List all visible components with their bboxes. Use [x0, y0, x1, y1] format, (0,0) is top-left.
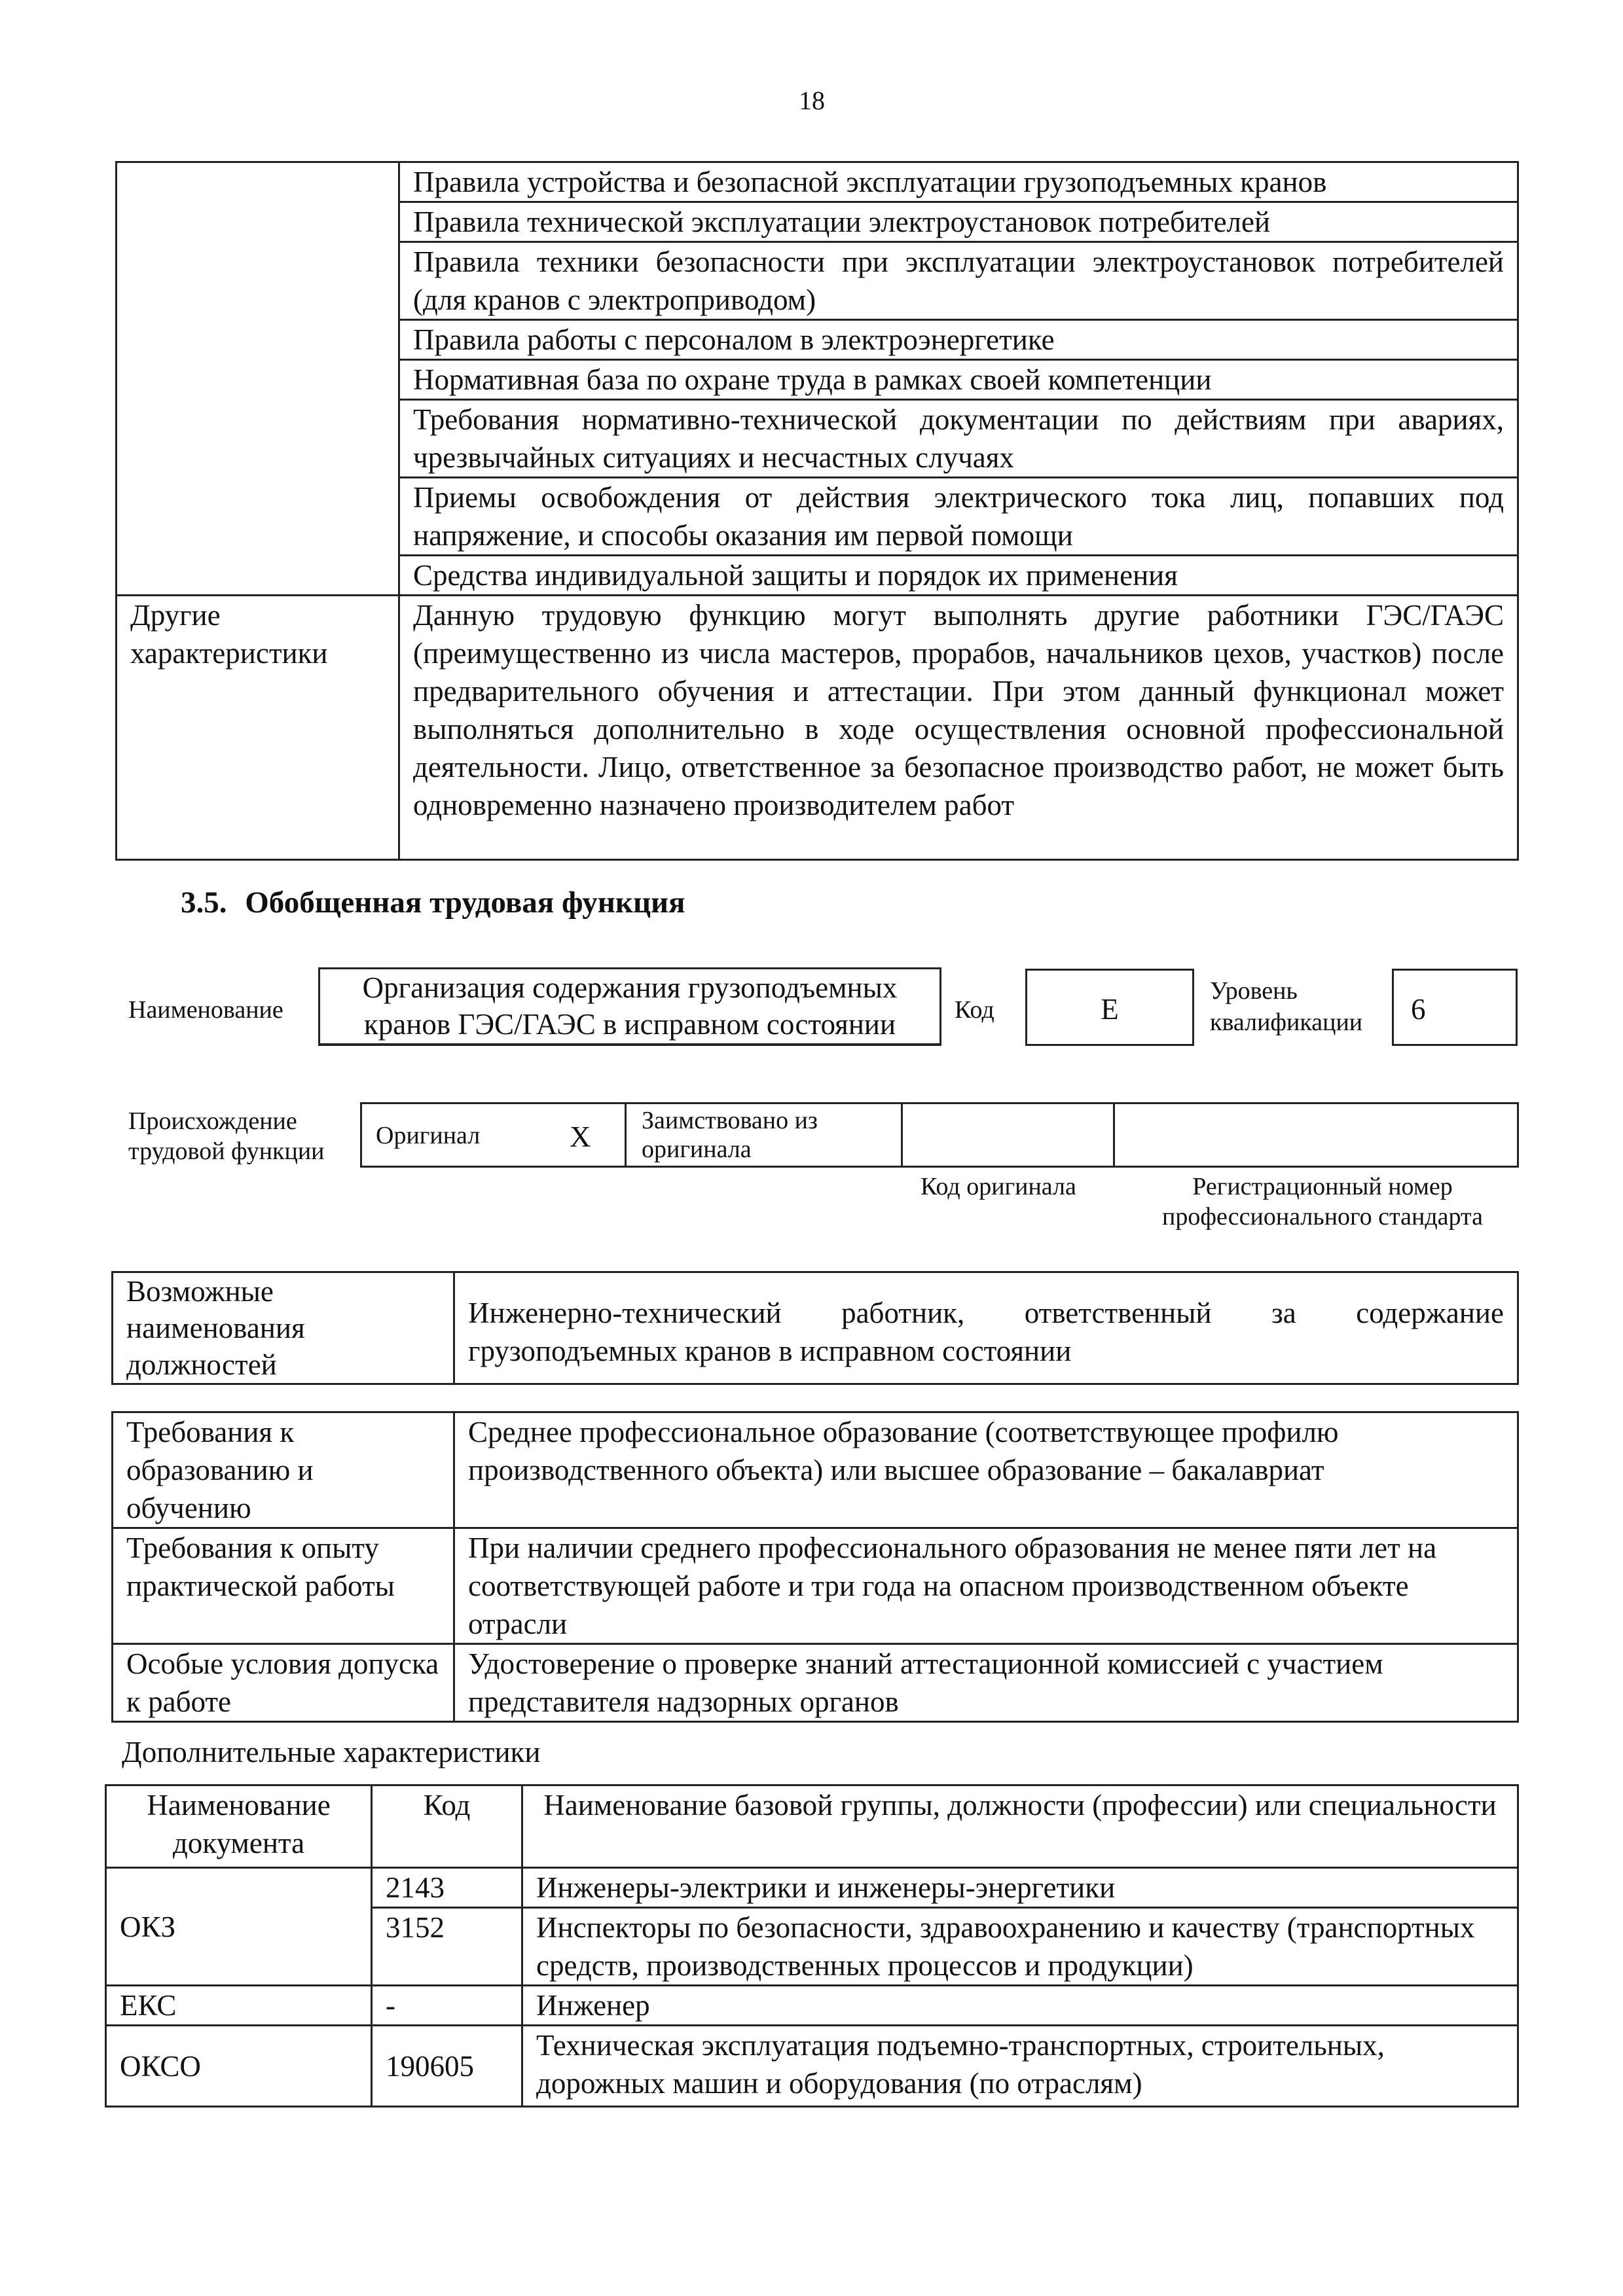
function-code-box: E [1025, 969, 1194, 1046]
header-code: Код [372, 1785, 522, 1868]
knowledge-item: Правила устройства и безопасной эксплуатации грузоподъемных кранов [399, 162, 1518, 202]
other-characteristics-text: Данную трудовую функцию могут выполнять другие работники ГЭС/ГАЭС (преимущественно из числа мастеров, прорабов, начальников цехов, участков) после предварительного обучения и аттестации. При этом данный функционал может выполняться дополнительно в ходе осуществления основной профессиональной деятельности. Лицо, ответственное за безопасное производство работ, не может быть одновременно назначено производителем работ [399, 596, 1518, 860]
education-value: Среднее профессиональное образование (соответствующее профилю производственного объекта) или высшее образование – бакалавриат [454, 1412, 1518, 1528]
requirements-table [111, 1411, 1519, 1723]
borrowed-label: Заимствовано из оригинала [642, 1107, 818, 1163]
knowledge-table [115, 161, 1519, 861]
okz-name: Инженеры-электрики и инженеры-энергетики [522, 1868, 1518, 1908]
name-label: Наименование [128, 996, 283, 1024]
page-number: 18 [799, 86, 825, 115]
header-group: Наименование базовой группы, должности (профессии) или специальности [522, 1785, 1518, 1868]
knowledge-item: Правила работы с персоналом в электроэнергетике [399, 320, 1518, 360]
positions-value: Инженерно-технический работник, ответственный за содержание грузоподъемных кранов в исправном состоянии [454, 1272, 1518, 1384]
additional-title: Дополнительные характеристики [122, 1736, 541, 1768]
original-label: Оригинал [376, 1122, 481, 1149]
okso-doc: ОКСО [106, 2026, 372, 2107]
knowledge-item: Требования нормативно-технической документации по действиям при авариях, чрезвычайных ситуациях и несчастных случаях [399, 400, 1518, 478]
code-label: Код [955, 996, 994, 1024]
origin-divider [901, 1102, 903, 1168]
knowledge-item: Правила технической эксплуатации электроустановок потребителей [399, 202, 1518, 242]
okso-code: 190605 [372, 2026, 522, 2107]
origin-divider [1113, 1102, 1115, 1168]
additional-table [105, 1784, 1519, 2108]
knowledge-item: Нормативная база по охране труда в рамках своей компетенции [399, 360, 1518, 400]
admission-value: Удостоверение о проверке знаний аттестационной комиссией с участием представителя надзорных органов [454, 1644, 1518, 1722]
positions-label: Возможные наименования должностей [113, 1272, 454, 1384]
okz-doc: ОКЗ [106, 1868, 372, 1986]
section-heading [181, 885, 685, 920]
empty-label-cell [117, 162, 399, 596]
header-doc: Наименование документа [106, 1785, 372, 1868]
level-value-box: 6 [1392, 969, 1518, 1046]
eks-doc: ЕКС [106, 1986, 372, 2026]
okso-name: Техническая эксплуатация подъемно-транспортных, строительных, дорожных машин и оборудования (по отраслям) [522, 2026, 1518, 2107]
education-label: Требования к образованию и обучению [113, 1412, 454, 1528]
knowledge-item: Правила техники безопасности при эксплуатации электроустановок потребителей (для кранов с электроприводом) [399, 242, 1518, 320]
eks-code: - [372, 1986, 522, 2026]
section-number: 3.5. [181, 886, 227, 920]
knowledge-item: Приемы освобождения от действия электрического тока лиц, попавших под напряжение, и способы оказания им первой помощи [399, 478, 1518, 556]
level-label: Уровень квалификации [1210, 977, 1363, 1036]
function-name-box: Организация содержания грузоподъемных кранов ГЭС/ГАЭС в исправном состоянии [318, 967, 941, 1046]
positions-table [111, 1271, 1519, 1385]
section-title: Обобщенная трудовая функция [245, 886, 685, 920]
origin-divider [625, 1102, 627, 1168]
other-characteristics-label: Другие характеристики [117, 596, 399, 860]
eks-name: Инженер [522, 1986, 1518, 2026]
original-mark: X [570, 1121, 591, 1153]
origin-box [360, 1102, 1519, 1168]
admission-label: Особые условия допуска к работе [113, 1644, 454, 1722]
reg-number-caption: Регистрационный номер профессионального стандарта [1162, 1173, 1483, 1230]
knowledge-item: Средства индивидуальной защиты и порядок их применения [399, 556, 1518, 596]
code-original-caption: Код оригинала [921, 1173, 1076, 1200]
okz-name: Инспекторы по безопасности, здравоохранению и качеству (транспортных средств, производственных процессов и продукции) [522, 1908, 1518, 1986]
experience-label: Требования к опыту практической работы [113, 1528, 454, 1644]
okz-code: 3152 [372, 1908, 522, 1986]
origin-label: Происхождение трудовой функции [128, 1107, 325, 1165]
experience-value: При наличии среднего профессионального образования не менее пяти лет на соответствующей работе и три года на опасном производственном объекте отрасли [454, 1528, 1518, 1644]
okz-code: 2143 [372, 1868, 522, 1908]
